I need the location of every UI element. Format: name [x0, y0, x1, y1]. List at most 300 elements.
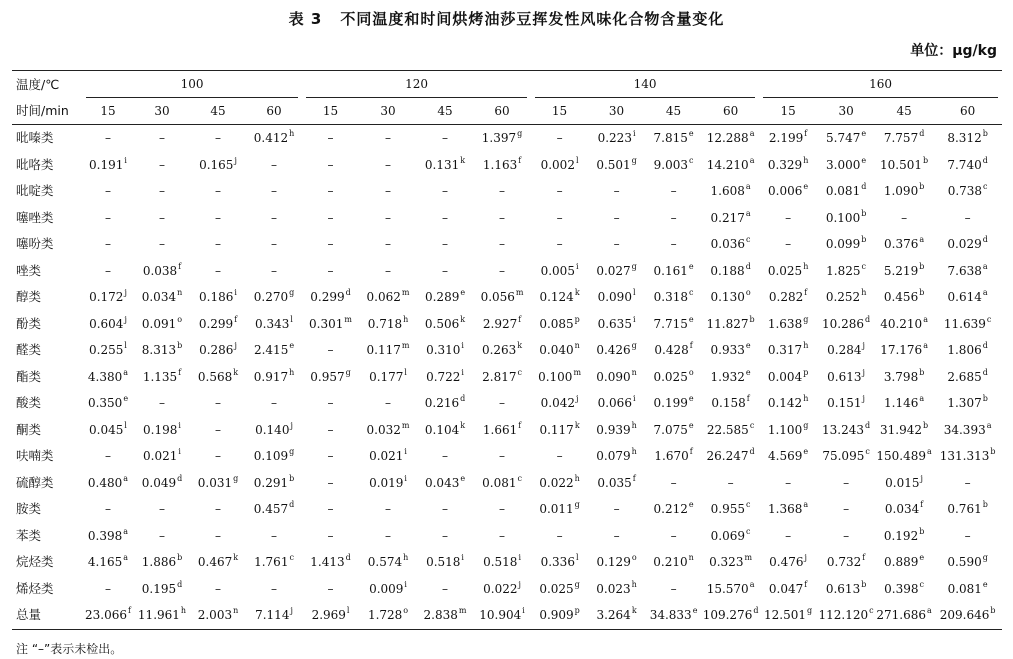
cell-value: 0.291	[253, 475, 289, 490]
table-cell	[933, 443, 1002, 470]
table-row	[12, 443, 1002, 470]
significance-letter: g	[289, 288, 295, 297]
significance-letter: i	[404, 473, 407, 483]
cell-value: –	[159, 502, 165, 516]
table-cell	[933, 576, 1002, 603]
cell-value: 0.506	[424, 316, 460, 331]
time-header-cell: 60	[246, 98, 302, 125]
table-cell	[817, 152, 875, 179]
table-cell	[246, 496, 302, 523]
table-cell	[190, 231, 246, 258]
cell-value: 0.031	[197, 475, 233, 490]
row-label: 苯类	[16, 527, 42, 543]
table-cell	[473, 549, 531, 576]
cell-value: 209.646	[939, 608, 990, 622]
significance-letter: g	[574, 500, 580, 509]
table-title	[0, 8, 1013, 29]
table-cell	[473, 470, 531, 497]
cell-value: 1.100	[767, 422, 803, 437]
cell-value: –	[327, 581, 334, 596]
cell-value: 0.286	[199, 343, 234, 357]
table-cell	[702, 496, 759, 523]
table-cell	[190, 364, 246, 391]
table-title-text: 不同温度和时间烘烤油莎豆挥发性风味化合物含量变化	[340, 10, 725, 28]
table-cell	[875, 576, 933, 603]
significance-letter: e	[688, 314, 694, 324]
cell-value: 0.011	[539, 502, 574, 516]
significance-letter: i	[632, 314, 636, 324]
table-cell	[759, 523, 817, 550]
cell-value: 0.376	[884, 237, 919, 251]
table-cell	[190, 205, 246, 232]
cell-value: –	[670, 237, 677, 251]
table-cell	[588, 284, 645, 311]
cell-value: 1.307	[947, 396, 982, 410]
cell-value: 0.079	[596, 449, 631, 463]
significance-letter: b	[861, 235, 867, 244]
table-cell	[190, 549, 246, 576]
cell-value: 0.426	[596, 343, 631, 357]
table-cell	[588, 496, 645, 523]
cell-value: 22.585	[706, 422, 749, 437]
table-cell	[82, 231, 134, 258]
significance-letter: i	[404, 579, 407, 589]
significance-letter: i	[522, 606, 525, 615]
table-cell	[82, 178, 134, 205]
cell-value: 0.124	[539, 290, 574, 304]
cell-value: –	[327, 131, 334, 145]
cell-value: –	[613, 210, 620, 225]
cell-value: 1.932	[710, 369, 745, 384]
significance-letter: e	[688, 500, 694, 509]
table-row	[12, 496, 1002, 523]
table-cell	[875, 523, 933, 550]
significance-letter: a	[749, 155, 755, 165]
table-cell	[645, 496, 702, 523]
cell-value: 1.670	[654, 449, 689, 463]
time-header-cell: 45	[875, 98, 933, 125]
cell-value: 0.100	[538, 369, 573, 384]
cell-value: 0.129	[596, 555, 631, 569]
cell-value: –	[105, 184, 111, 198]
cell-value: –	[327, 157, 334, 172]
temp-header-label: 温度/℃	[12, 71, 82, 99]
cell-value: –	[105, 581, 111, 596]
significance-letter: g	[982, 553, 988, 562]
cell-value: 112.120	[818, 608, 869, 622]
cell-value: –	[843, 528, 850, 543]
significance-letter: i	[404, 447, 407, 456]
cell-value: 0.223	[597, 131, 632, 145]
table-cell	[759, 496, 817, 523]
table-cell	[702, 602, 759, 629]
cell-value: 0.889	[884, 555, 919, 569]
significance-letter: a	[919, 235, 925, 244]
table-cell	[645, 178, 702, 205]
cell-value: –	[613, 237, 620, 251]
table-cell	[246, 443, 302, 470]
table-row	[12, 125, 1002, 152]
cell-value: 0.761	[947, 502, 982, 516]
significance-letter: g	[807, 606, 813, 615]
table-cell	[702, 125, 759, 152]
cell-value: –	[556, 184, 563, 198]
significance-letter: b	[919, 261, 925, 271]
significance-letter: b	[990, 606, 996, 615]
table-cell	[588, 205, 645, 232]
cell-value: 0.299	[310, 290, 345, 304]
cell-value: 0.045	[89, 422, 124, 437]
cell-value: –	[385, 237, 392, 251]
cell-value: 0.035	[597, 475, 632, 490]
table-cell	[875, 470, 933, 497]
cell-value: 7.075	[653, 422, 688, 437]
cell-value: 0.457	[253, 502, 289, 516]
row-label: 吡嗪类	[16, 130, 54, 145]
cell-value: 13.243	[822, 422, 865, 437]
cell-value: 15.570	[706, 581, 749, 596]
cell-value: –	[215, 131, 221, 145]
time-header-label: 时间/min	[12, 98, 82, 125]
table-cell	[134, 311, 190, 338]
significance-letter: c	[986, 314, 992, 324]
cell-value: –	[271, 396, 278, 410]
cell-value: –	[159, 131, 165, 145]
table-cell	[588, 125, 645, 152]
table-cell	[246, 284, 302, 311]
cell-value: 0.021	[369, 449, 404, 463]
significance-letter: e	[460, 288, 466, 297]
cell-value: 0.574	[367, 555, 403, 569]
significance-letter: h	[803, 155, 809, 165]
table-cell	[875, 178, 933, 205]
table-cell	[759, 390, 817, 417]
cell-value: 0.955	[710, 502, 746, 516]
table-cell	[702, 205, 759, 232]
table-cell	[246, 125, 302, 152]
significance-letter: j	[862, 367, 866, 377]
cell-value: 0.317	[767, 343, 803, 357]
table-cell	[875, 364, 933, 391]
cell-value: –	[271, 237, 278, 251]
table-cell	[417, 576, 473, 603]
significance-letter: o	[745, 288, 751, 297]
cell-value: –	[215, 396, 221, 410]
table-cell	[875, 337, 933, 364]
significance-letter: a	[919, 394, 925, 403]
significance-letter: k	[574, 288, 580, 297]
significance-letter: f	[862, 553, 866, 562]
table-cell	[473, 205, 531, 232]
cell-value: 34.833	[649, 608, 692, 622]
table-cell	[588, 470, 645, 497]
table-cell	[531, 576, 588, 603]
significance-letter: i	[124, 155, 127, 165]
cell-value: 1.886	[141, 555, 177, 569]
cell-value: –	[442, 581, 449, 596]
cell-value: –	[556, 528, 563, 543]
cell-value: 0.029	[947, 237, 982, 251]
table-cell	[302, 311, 359, 338]
significance-letter: a	[123, 473, 129, 483]
table-row	[12, 470, 1002, 497]
cell-value: 109.276	[702, 608, 753, 622]
significance-letter: d	[177, 473, 183, 483]
table-cell	[302, 417, 359, 444]
table-cell	[302, 337, 359, 364]
significance-letter: n	[177, 288, 183, 297]
cell-value: 31.942	[880, 422, 923, 437]
significance-letter: a	[749, 579, 755, 589]
significance-letter: g	[631, 155, 637, 165]
table-cell	[817, 231, 875, 258]
significance-letter: c	[861, 261, 867, 271]
cell-value: –	[327, 528, 334, 543]
cell-value: 2.927	[482, 316, 518, 331]
table-cell	[759, 205, 817, 232]
table-cell	[933, 231, 1002, 258]
table-cell	[933, 152, 1002, 179]
time-header-cell: 45	[417, 98, 473, 125]
significance-letter: c	[289, 553, 294, 562]
table-cell	[531, 417, 588, 444]
temp-value: 160	[869, 77, 893, 91]
table-cell	[246, 549, 302, 576]
cell-value: –	[442, 528, 449, 543]
table-cell	[875, 417, 933, 444]
cell-value: –	[964, 475, 971, 490]
table-cell	[645, 125, 702, 152]
table-row	[12, 364, 1002, 391]
cell-value: 0.255	[89, 343, 124, 357]
significance-letter: k	[460, 155, 466, 165]
significance-letter: f	[804, 129, 808, 138]
table-cell	[473, 364, 531, 391]
cell-value: 7.740	[947, 157, 982, 172]
time-header-cell: 60	[933, 98, 1002, 125]
significance-letter: d	[982, 341, 988, 350]
cell-value: 0.025	[767, 263, 803, 278]
time-header-cell: 30	[817, 98, 875, 125]
cell-value: 1.163	[482, 157, 518, 172]
table-cell	[246, 576, 302, 603]
table-cell	[82, 205, 134, 232]
significance-letter: c	[983, 182, 988, 191]
row-label: 烷烃类	[16, 554, 54, 569]
significance-letter: c	[746, 235, 751, 244]
cell-value: 0.165	[199, 157, 234, 172]
cell-value: 0.091	[141, 316, 177, 331]
significance-letter: d	[861, 182, 867, 191]
table-cell	[531, 125, 588, 152]
time-header-cell: 15	[82, 98, 134, 125]
table-cell	[933, 602, 1002, 629]
significance-letter: m	[401, 341, 410, 350]
table-cell	[588, 602, 645, 629]
significance-letter: h	[180, 606, 187, 615]
table-cell	[473, 231, 531, 258]
cell-value: 0.090	[597, 290, 632, 304]
table-cell	[702, 152, 759, 179]
cell-value: 0.722	[426, 369, 461, 384]
cell-value: 0.456	[883, 290, 919, 304]
cell-value: 0.140	[255, 422, 290, 437]
cell-value: –	[385, 131, 392, 145]
significance-letter: e	[688, 420, 694, 430]
table-cell	[190, 523, 246, 550]
cell-value: 0.343	[255, 316, 290, 331]
table-cell	[645, 602, 702, 629]
row-label: 胺类	[16, 501, 42, 516]
significance-letter: j	[290, 606, 293, 615]
cell-value: –	[901, 210, 908, 225]
cell-value: 1.761	[254, 555, 289, 569]
cell-value: –	[785, 528, 792, 543]
cell-value: –	[385, 157, 392, 172]
cell-value: –	[499, 263, 506, 278]
cell-value: –	[105, 449, 111, 463]
table-cell	[359, 496, 417, 523]
significance-letter: d	[745, 261, 751, 271]
table-cell	[302, 470, 359, 497]
cell-value: –	[159, 237, 165, 251]
cell-value: –	[613, 502, 620, 516]
table-cell	[417, 284, 473, 311]
significance-letter: b	[919, 526, 925, 536]
significance-letter: e	[745, 367, 751, 377]
cell-value: 0.301	[309, 316, 344, 331]
significance-letter: g	[631, 261, 637, 271]
table-row	[12, 258, 1002, 285]
cell-value: 0.047	[768, 581, 804, 596]
row-label: 硫醇类	[16, 474, 54, 490]
table-cell	[531, 549, 588, 576]
table-cell	[702, 258, 759, 285]
cell-value: 0.040	[539, 343, 574, 357]
row-label: 噻唑类	[16, 209, 54, 225]
cell-value: –	[327, 396, 334, 410]
cell-value: –	[670, 210, 677, 225]
table-cell	[645, 390, 702, 417]
cell-value: –	[442, 237, 449, 251]
significance-letter: g	[803, 420, 809, 430]
table-cell	[134, 125, 190, 152]
significance-letter: l	[124, 341, 127, 350]
cell-value: 0.081	[482, 475, 517, 490]
cell-value: 1.368	[768, 502, 803, 516]
table-cell	[246, 602, 302, 629]
cell-value: –	[159, 528, 165, 543]
table-cell	[588, 549, 645, 576]
table-cell	[302, 231, 359, 258]
table-cell	[190, 390, 246, 417]
table-cell	[875, 549, 933, 576]
cell-value: –	[327, 502, 334, 516]
table-cell	[875, 390, 933, 417]
significance-letter: d	[982, 155, 988, 165]
table-cell	[417, 231, 473, 258]
significance-letter: c	[869, 606, 874, 615]
cell-value: 0.005	[540, 263, 575, 278]
significance-letter: g	[289, 447, 295, 456]
cell-value: 7.757	[883, 131, 919, 145]
cell-value: –	[670, 528, 677, 543]
temp-value: 100	[180, 77, 204, 91]
row-label: 酯类	[16, 368, 42, 384]
cell-value: 0.270	[253, 290, 289, 304]
significance-letter: i	[461, 553, 464, 562]
significance-letter: f	[689, 341, 693, 350]
cell-value: –	[843, 475, 850, 490]
row-label: 噻吩类	[16, 236, 54, 251]
table-cell	[473, 178, 531, 205]
time-header-cell: 60	[473, 98, 531, 125]
table-cell	[759, 231, 817, 258]
cell-value: 1.728	[367, 608, 403, 622]
table-cell	[134, 496, 190, 523]
table-cell	[531, 443, 588, 470]
table-cell	[531, 364, 588, 391]
cell-value: –	[556, 237, 563, 251]
temp-group-120	[302, 71, 531, 99]
significance-letter: h	[403, 314, 409, 324]
table-cell	[817, 549, 875, 576]
table-cell	[933, 523, 1002, 550]
cell-value: –	[785, 237, 792, 251]
significance-letter: e	[803, 447, 809, 456]
time-header-cell: 15	[759, 98, 817, 125]
significance-letter: e	[982, 579, 988, 589]
table-cell	[531, 470, 588, 497]
table-cell	[473, 258, 531, 285]
table-cell	[82, 602, 134, 629]
table-cell	[817, 258, 875, 285]
cell-value: 1.397	[481, 131, 517, 145]
cell-value: 0.034	[141, 290, 177, 304]
table-row	[12, 576, 1002, 603]
significance-letter: k	[631, 606, 637, 615]
cell-value: 0.019	[369, 475, 404, 490]
cell-value: 0.398	[87, 528, 123, 543]
cell-value: 8.313	[141, 343, 177, 357]
cell-value: 3.000	[826, 157, 861, 172]
table-cell	[933, 417, 1002, 444]
significance-letter: a	[982, 261, 988, 271]
table-cell	[817, 125, 875, 152]
cell-value: –	[499, 184, 506, 198]
table-cell	[759, 417, 817, 444]
table-cell	[246, 205, 302, 232]
significance-letter: a	[745, 182, 751, 191]
table-cell	[473, 443, 531, 470]
table-cell	[82, 284, 134, 311]
cell-value: 0.590	[947, 555, 982, 569]
table-cell	[588, 523, 645, 550]
table-cell	[531, 337, 588, 364]
table-cell	[246, 417, 302, 444]
table-row	[12, 523, 1002, 550]
cell-value: –	[215, 184, 221, 198]
table-cell	[359, 417, 417, 444]
significance-letter: i	[632, 394, 636, 403]
cell-value: –	[964, 210, 971, 225]
cell-value: –	[499, 396, 506, 410]
significance-letter: a	[123, 553, 129, 562]
table-cell	[702, 337, 759, 364]
significance-letter: b	[177, 553, 183, 562]
row-label: 醛类	[16, 342, 42, 357]
cell-value: –	[215, 422, 221, 437]
